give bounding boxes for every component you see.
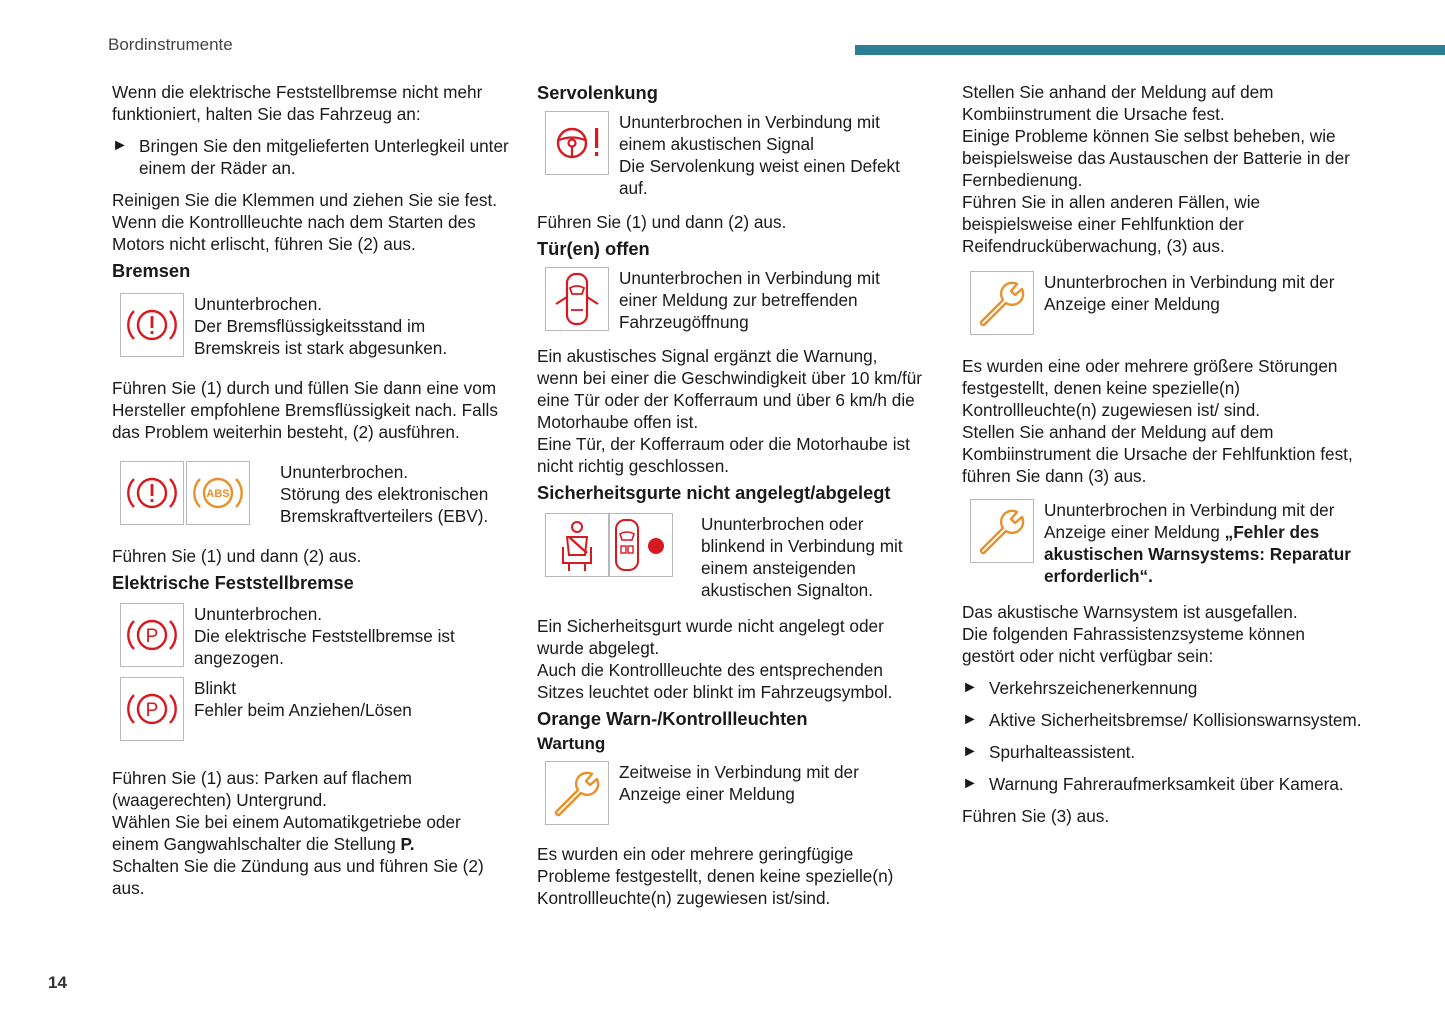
- warning-state: Ununterbrochen.: [280, 462, 409, 482]
- car-seat-indicator-icon: [609, 513, 673, 577]
- wrench-icon: [970, 499, 1034, 563]
- paragraph: Ein akustisches Signal ergänzt die Warnung, wenn bei einer die Geschwindigkeit über 10 km/für eine Tür oder der Kofferraum und über 6 km/h die Motorhaube offen ist.: [537, 346, 923, 432]
- warning-state: Ununterbrochen.: [194, 294, 323, 314]
- warning-description: Fehler beim Anziehen/Lösen: [194, 700, 412, 720]
- warning-description: Die Servolenkung weist einen Defekt auf.: [619, 156, 900, 198]
- page-number: 14: [48, 973, 67, 992]
- paragraph: Führen Sie in allen anderen Fällen, wie beispielsweise einer Fehlfunktion der Reifendrucküberwachung, (3) aus.: [962, 192, 1261, 256]
- heading-bremsen: Bremsen: [112, 260, 191, 281]
- bullet-arrow-icon: ►: [962, 775, 978, 792]
- paragraph: Reinigen Sie die Klemmen und ziehen Sie sie fest. Wenn die Kontrollleuchte nach dem Starten des Motors nicht erlischt, führen Sie (2) aus.: [112, 190, 498, 254]
- warning-entry: [112, 677, 512, 741]
- door-open-icon: [545, 267, 609, 331]
- wrench-icon: [970, 271, 1034, 335]
- column-3: [962, 81, 1362, 827]
- bullet-item: [962, 709, 1362, 731]
- paragraph: [112, 811, 512, 855]
- paragraph: Führen Sie (3) aus.: [962, 806, 1110, 826]
- header-accent-bar: [855, 45, 1445, 55]
- paragraph: Es wurden ein oder mehrere geringfügige Probleme festgestellt, denen keine spezielle(n) Kontrollleuchte(n) zugewiesen ist/sind.: [537, 844, 894, 908]
- bullet-text: Verkehrszeichenerkennung: [989, 678, 1198, 698]
- warning-description: Zeitweise in Verbindung mit der Anzeige einer Meldung: [619, 762, 859, 804]
- paragraph: Das akustische Warnsystem ist ausgefallen.: [962, 602, 1298, 622]
- paragraph: Wenn die elektrische Feststellbremse nicht mehr funktioniert, halten Sie das Fahrzeug an:: [112, 82, 483, 124]
- p-label: P: [145, 700, 159, 721]
- p-label: P: [145, 626, 159, 647]
- parking-brake-icon: [120, 603, 184, 667]
- abs-label: ABS: [206, 488, 230, 500]
- bullet-item: [112, 135, 512, 179]
- heading-tueren: Tür(en) offen: [537, 238, 650, 259]
- warning-entry: [112, 293, 512, 359]
- warning-entry: [962, 271, 1362, 335]
- warning-description: Störung des elektronischen Bremskraftverteilers (EBV).: [280, 484, 489, 526]
- warning-description: [1044, 499, 1362, 587]
- bullet-text: Spurhalteassistent.: [989, 742, 1136, 762]
- bullet-item: [962, 677, 1362, 699]
- warning-entry: [537, 267, 922, 333]
- paragraph: Führen Sie (1) aus: Parken auf flachem (waagerechten) Untergrund.: [112, 768, 412, 810]
- section-title: Bordinstrumente: [108, 35, 233, 54]
- heading-sicherheitsgurte: Sicherheitsgurte nicht angelegt/abgelegt: [537, 482, 891, 503]
- heading-orange: Orange Warn-/Kontrollleuchten: [537, 708, 808, 729]
- bullet-text: Warnung Fahreraufmerksamkeit über Kamera.: [989, 774, 1344, 794]
- bullet-arrow-icon: ►: [112, 137, 128, 154]
- warning-entry: [962, 499, 1362, 587]
- bullet-item: [962, 773, 1362, 795]
- paragraph: Es wurden eine oder mehrere größere Störungen festgestellt, denen keine spezielle(n) Kontrollleuchte(n) zugewiesen ist/ sind.: [962, 356, 1338, 420]
- warning-entry: [112, 603, 512, 669]
- warning-entry: [537, 761, 922, 825]
- abs-icon: [186, 461, 250, 525]
- bold-text: „Fehler des akustischen Warnsystems: Reparatur erforderlich“.: [1044, 522, 1351, 586]
- warning-entry: [112, 461, 512, 527]
- paragraph: Die folgenden Fahrassistenzsysteme können gestört oder nicht verfügbar sein:: [962, 624, 1305, 666]
- paragraph: Führen Sie (1) und dann (2) aus.: [112, 546, 362, 566]
- paragraph: Stellen Sie anhand der Meldung auf dem Kombiinstrument die Ursache fest.: [962, 82, 1274, 124]
- bullet-text: Bringen Sie den mitgelieferten Unterlegkeil unter einem der Räder an.: [139, 136, 509, 178]
- paragraph: Eine Tür, der Kofferraum oder die Motorhaube ist nicht richtig geschlossen.: [537, 434, 910, 476]
- heading-feststellbremse: Elektrische Feststellbremse: [112, 572, 354, 593]
- paragraph: Führen Sie (1) und dann (2) aus.: [537, 212, 787, 232]
- warning-entry: [537, 111, 922, 199]
- paragraph: Ein Sicherheitsgurt wurde nicht angelegt oder wurde abgelegt.: [537, 616, 884, 658]
- wrench-icon: [545, 761, 609, 825]
- warning-entry: [537, 513, 922, 601]
- paragraph: Schalten Sie die Zündung aus und führen Sie (2) aus.: [112, 856, 484, 898]
- brake-warning-icon: [120, 293, 184, 357]
- bullet-arrow-icon: ►: [962, 711, 978, 728]
- power-steering-icon: [545, 111, 609, 175]
- paragraph: Stellen Sie anhand der Meldung auf dem Kombiinstrument die Ursache der Fehlfunktion fest, führen Sie dann (3) aus.: [962, 422, 1353, 486]
- warning-description: Der Bremsflüssigkeitsstand im Bremskreis ist stark abgesunken.: [194, 316, 448, 358]
- warning-state: Blinkt: [194, 678, 237, 698]
- paragraph: Auch die Kontrollleuchte des entsprechenden Sitzes leuchtet oder blinkt im Fahrzeugsymbol.: [537, 660, 893, 702]
- text: Wählen Sie bei einem Automatikgetriebe oder einem Gangwahlschalter die Stellung: [112, 812, 461, 854]
- paragraph: Einige Probleme können Sie selbst beheben, wie beispielsweise das Austauschen der Batterie in der Fernbedienung.: [962, 126, 1350, 190]
- bullet-arrow-icon: ►: [962, 743, 978, 760]
- parking-brake-icon: [120, 677, 184, 741]
- bullet-arrow-icon: ►: [962, 679, 978, 696]
- brake-warning-icon: [120, 461, 184, 525]
- bullet-text: Aktive Sicherheitsbremse/ Kollisionswarnsystem.: [989, 710, 1362, 730]
- paragraph: Führen Sie (1) durch und füllen Sie dann eine vom Hersteller empfohlene Bremsflüssigkeit nach. Falls das Problem weiterhin besteht, (2) ausführen.: [112, 378, 498, 442]
- warning-state: Ununterbrochen in Verbindung mit einem akustischen Signal: [619, 112, 880, 154]
- text: Ununterbrochen in Verbindung mit der Anzeige einer Meldung: [1044, 500, 1335, 542]
- warning-state: Ununterbrochen.: [194, 604, 323, 624]
- warning-description: Ununterbrochen in Verbindung mit der Anzeige einer Meldung: [1044, 272, 1335, 314]
- subheading-wartung: Wartung: [537, 734, 606, 753]
- heading-servolenkung: Servolenkung: [537, 82, 658, 103]
- bold-text: P.: [400, 834, 415, 854]
- bullet-item: [962, 741, 1362, 763]
- warning-description: Ununterbrochen oder blinkend in Verbindung mit einem ansteigenden akustischen Signalton.: [701, 514, 903, 600]
- warning-description: Die elektrische Feststellbremse ist angezogen.: [194, 626, 455, 668]
- seatbelt-icon: [545, 513, 609, 577]
- column-1: [112, 81, 512, 899]
- column-2: [537, 81, 922, 909]
- warning-description: Ununterbrochen in Verbindung mit einer Meldung zur betreffenden Fahrzeugöffnung: [619, 268, 880, 332]
